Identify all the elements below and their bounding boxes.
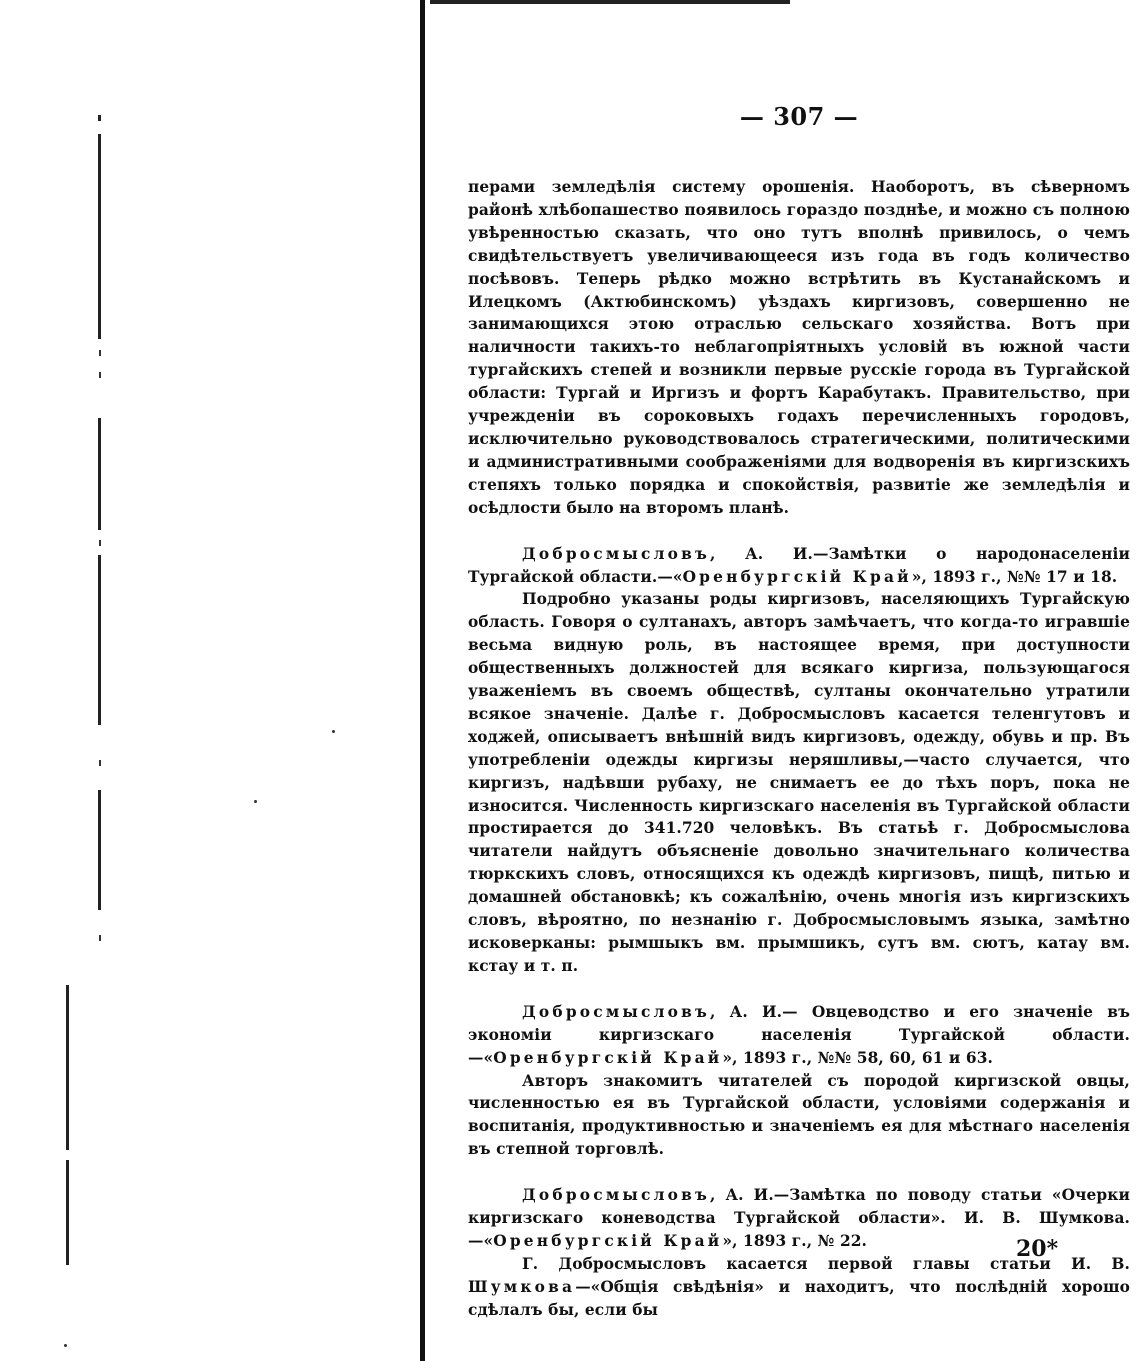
binding-edge-mark <box>99 350 101 356</box>
binding-edge-mark <box>98 134 101 339</box>
signature-mark: 20* <box>1016 1236 1059 1262</box>
page-number: — 307 — <box>739 102 859 131</box>
binding-edge-mark <box>99 540 101 546</box>
binding-edge-mark <box>98 790 101 910</box>
document-page <box>468 102 1130 1322</box>
entry-journal: Оренбургскій Край <box>493 1231 723 1250</box>
facing-page-margin <box>0 0 420 1361</box>
entry-issue: », 1893 г., №№ 17 и 18. <box>911 567 1118 586</box>
entry-journal: Оренбургскій Край <box>682 567 912 586</box>
entry-author: Добросмысловъ <box>522 1186 710 1205</box>
binding-edge-mark <box>99 372 101 378</box>
binding-edge-mark <box>99 935 101 941</box>
scan-edge-artifact <box>430 0 790 4</box>
entry-annotation: Авторъ знакомитъ читателей съ породой киргизской овцы, численностью ея въ Тургайской области, условіями содержанія и воспитанія, продуктивностью и значеніемъ ея для мѣстнаго населенія въ степной торговлѣ. <box>468 1071 1130 1159</box>
speck <box>254 800 257 803</box>
bibliography-entry <box>468 543 1130 978</box>
binding-edge-mark <box>98 418 101 530</box>
binding-edge-mark <box>66 1160 69 1265</box>
speck <box>332 730 335 733</box>
binding-edge-mark <box>66 985 69 1150</box>
entry-annotation: Подробно указаны роды киргизовъ, населяющихъ Тургайскую область. Говоря о султанахъ, авторъ замѣчаетъ, что когда-то игравшіе весьма видную роль, въ настоящее время, при доступности общественныхъ должностей для всякаго киргиза, пользующагося уваженіемъ въ своемъ обществѣ, султаны окончательно утратили всякое значеніе. Далѣе г. Добросмысловъ касается теленгутовъ и ходжей, описываетъ внѣшній видъ киргизовъ, одежду, обувь и пр. Въ употребленіи одежды киргизы неряшливы,—часто случается, что киргизъ, надѣвши рубаху, не снимаетъ ее до тѣхъ поръ, пока не износится. Численность киргизскаго населенія въ Тургайской области простирается до 341.720 человѣкъ. Въ статьѣ г. Добросмыслова читатели найдутъ объясненіе довольно значительнаго количества тюркскихъ словъ, относящихся къ одеждѣ киргизовъ, пищѣ, питью и домашней обстановкѣ; къ сожалѣнію, очень многія изъ киргизскихъ словъ, вѣроятно, по незнанію г. Добросмысловымъ языка, замѣтно исковерканы: рымшыкъ вм. прымшикъ, сутъ вм. сютъ, катау вм. кстау и т. п. <box>468 590 1130 975</box>
body-paragraph: перами земледѣлія систему орошенія. Наоборотъ, въ сѣверномъ районѣ хлѣбопашество появилось гораздо позднѣе, и можно съ полною увѣренностью сказать, что оно тутъ вполнѣ привилось, о чемъ свидѣтельствуетъ увеличивающееся изъ года въ годъ количество посѣвовъ. Теперь рѣдко можно встрѣтить въ Кустанайскомъ и Илецкомъ (Актюбинскомъ) уѣздахъ киргизовъ, совершенно не занимающихся этою отраслью сельскаго хозяйства. Вотъ при наличности такихъ-то неблагопріятныхъ условій въ южной части тургайскихъ степей и возникли первые русскіе города въ Тургайской области: Тургай и Иргизъ и фортъ Карабутакъ. Правительство, при учрежденіи въ сороковыхъ годахъ перечисленныхъ городовъ, исключительно руководствовалось стратегическими, политическими и административными соображеніями для водворенія въ киргизскихъ степяхъ только порядка и спокойствія, развитіе же земледѣлія и осѣдлости было на второмъ планѣ. <box>468 178 1130 517</box>
entry-title: , А. И.— Овцеводство и его значеніе въ экономіи киргизскаго населенія Тургайской области.—« <box>468 1002 1130 1067</box>
entry-issue: », 1893 г., № 22. <box>722 1231 868 1250</box>
binding-gutter <box>420 0 425 1361</box>
entry-heading <box>468 1001 1130 1070</box>
entry-annotation <box>468 1253 1130 1322</box>
entry-journal: Оренбургскій Край <box>493 1048 723 1067</box>
entry-author: Добросмысловъ <box>522 1002 710 1021</box>
entry-issue: », 1893 г., №№ 58, 60, 61 и 63. <box>722 1048 993 1067</box>
entry-title: , А. И.—Замѣтка по поводу статьи «Очерки киргизскаго коневодства Тургайской области». И. В. Шумкова.—« <box>468 1186 1130 1250</box>
binding-edge-mark <box>98 115 101 121</box>
entry-title: , А. И.—Замѣтки о народонаселеніи Тургайской области.—« <box>468 544 1130 586</box>
entry-heading <box>468 543 1130 589</box>
binding-edge-mark <box>99 760 101 766</box>
annotation-spaced-name: Шумкова <box>468 1277 576 1296</box>
binding-edge-mark <box>98 555 101 725</box>
annotation-text: —«Общія свѣдѣнія» и находитъ, что послѣдній хорошо сдѣлалъ бы, если бы <box>468 1277 1130 1319</box>
speck <box>64 1344 67 1347</box>
annotation-text: Г. Добросмысловъ касается первой главы статьи И. В. <box>522 1254 1130 1273</box>
bibliography-entry <box>468 1001 1130 1161</box>
entry-author: Добросмысловъ <box>522 544 710 563</box>
